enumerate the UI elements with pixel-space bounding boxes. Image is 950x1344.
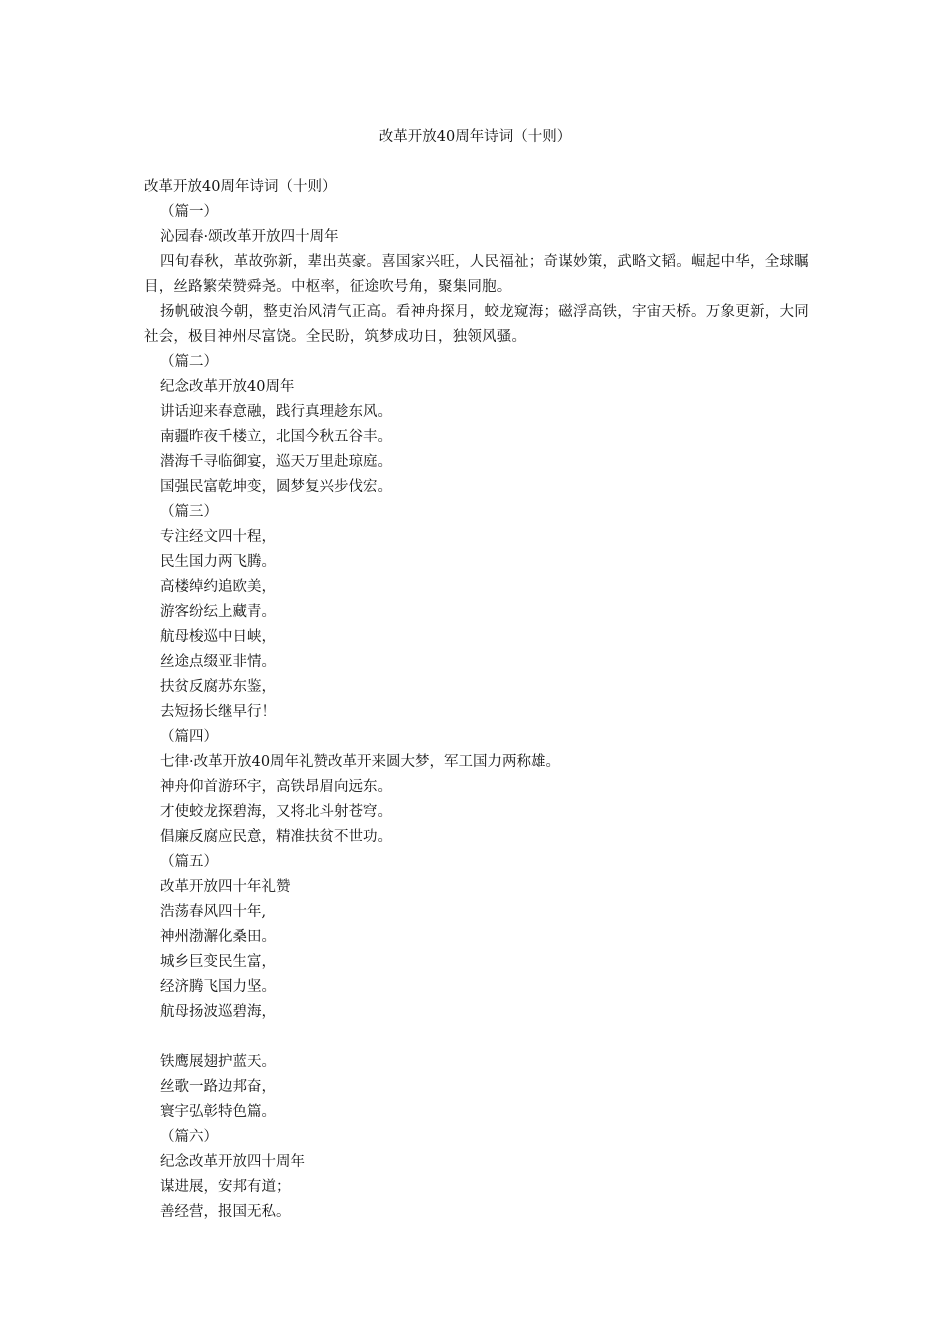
poem-line: 讲话迎来春意融，践行真理趁东风。: [160, 404, 392, 420]
poem-line: 游客纷纭上藏青。: [160, 604, 276, 620]
poem-heading-1: 沁园春·颂改革开放四十周年: [160, 229, 339, 245]
poem-heading-6: 纪念改革开放四十周年: [160, 1154, 305, 1170]
poem-heading-5: 改革开放四十年礼赞: [160, 879, 291, 895]
poem-line: 航母扬波巡碧海，: [160, 1004, 276, 1020]
poem-line: 谋进展，安邦有道；: [160, 1179, 291, 1195]
poem-line: 潜海千寻临御宴，巡天万里赴琼庭。: [160, 454, 392, 470]
section-label-2: （篇二）: [160, 354, 218, 370]
poem-line: 去短扬长继早行！: [160, 704, 276, 720]
subtitle: 改革开放40周年诗词（十则）: [144, 179, 337, 195]
poem-line: 国强民富乾坤变，圆梦复兴步伐宏。: [160, 479, 392, 495]
poem-line: 神舟仰首游环宇，高铁昂眉向远东。: [160, 779, 392, 795]
poem-line: 专注经文四十程，: [160, 529, 276, 545]
poem-line: 倡廉反腐应民意，精准扶贫不世功。: [160, 829, 392, 845]
poem-line: 才使蛟龙探碧海，又将北斗射苍穹。: [160, 804, 392, 820]
section-label-1: （篇一）: [160, 204, 218, 220]
poem-line: 城乡巨变民生富，: [160, 954, 276, 970]
poem-line: 铁鹰展翅护蓝天。: [160, 1054, 276, 1070]
blank-line: [144, 1025, 809, 1050]
document-title: 改革开放40周年诗词（十则）: [378, 129, 572, 145]
section-label-4: （篇四）: [160, 729, 218, 745]
poem-line: 丝歌一路边邦奋，: [160, 1079, 276, 1095]
poem-line: 经济腾飞国力坚。: [160, 979, 276, 995]
poem-line: 神州渤澥化桑田。: [160, 929, 276, 945]
section-label-3: （篇三）: [160, 504, 218, 520]
section-label-5: （篇五）: [160, 854, 218, 870]
poem-heading-2: 纪念改革开放40周年: [160, 379, 295, 395]
poem-line: 善经营，报国无私。: [160, 1204, 291, 1220]
poem-line: 高楼绰约追欧美，: [160, 579, 276, 595]
poem-line: 寰宇弘彰特色篇。: [160, 1104, 276, 1120]
poem-line: 航母梭巡中日峡，: [160, 629, 276, 645]
poem-heading-4: 七律·改革开放40周年礼赞改革开来圆大梦，军工国力两称雄。: [160, 754, 561, 770]
poem-paragraph-1a: 四旬春秋，革故弥新，辈出英豪。喜国家兴旺，人民福祉；奇谋妙策，武略文韬。崛起中华，全球瞩目，丝路繁荣赞舜尧。中枢率，征途吹号角，聚集同胞。: [144, 254, 809, 295]
poem-line: 民生国力两飞腾。: [160, 554, 276, 570]
section-label-6: （篇六）: [160, 1129, 218, 1145]
poem-line: 丝途点缀亚非情。: [160, 654, 276, 670]
poem-line: 扶贫反腐苏东鉴，: [160, 679, 276, 695]
poem-line: 南疆昨夜千楼立，北国今秋五谷丰。: [160, 429, 392, 445]
poem-line: 浩荡春风四十年,: [160, 904, 267, 920]
document-body: [144, 175, 809, 1225]
poem-paragraph-1b: 扬帆破浪今朝，整吏治风清气正高。看神舟探月，蛟龙窥海；磁浮高铁，宇宙天桥。万象更新，大同社会，极目神州尽富饶。全民盼，筑梦成功日，独领风骚。: [144, 304, 809, 345]
